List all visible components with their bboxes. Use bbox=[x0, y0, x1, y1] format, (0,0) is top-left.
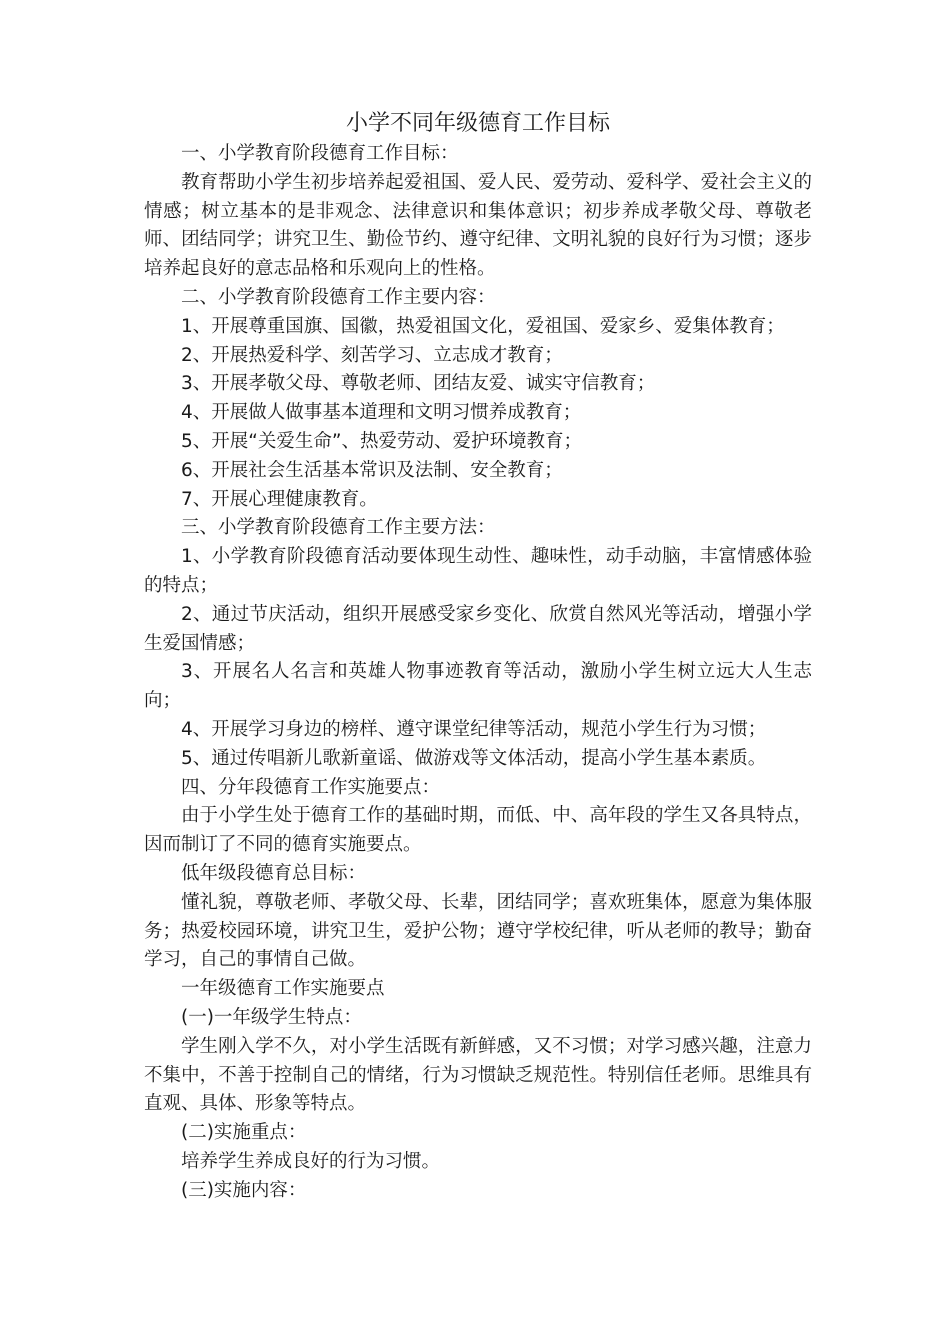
document-body bbox=[144, 108, 812, 1205]
paragraph-lower-grade-goal: 懂礼貌，尊敬老师、孝敬父母、长辈，团结同学；喜欢班集体，愿意为集体服务；热爱校园环境，讲究卫生，爱护公物；遵守学校纪律，听从老师的教导；勤奋学习，自己的事情自己做。 bbox=[144, 891, 812, 971]
heading-lower-grade-goal: 低年级段德育总目标： bbox=[181, 862, 367, 884]
paragraph-focus: 培养学生养成良好的行为习惯。 bbox=[181, 1150, 441, 1172]
paragraph-grade-one-traits: 学生刚入学不久，对小学生活既有新鲜感，又不习惯；对学习感兴趣，注意力不集中，不善于控制自己的情绪，行为习惯缺乏规范性。特别信任老师。思维具有直观、具体、形象等特点。 bbox=[144, 1035, 812, 1115]
list-item-content-5: 5、开展“关爱生命”、热爱劳动、爱护环境教育； bbox=[181, 430, 582, 452]
list-item-method-5: 5、通过传唱新儿歌新童谣、做游戏等文体活动，提高小学生基本素质。 bbox=[181, 747, 767, 769]
heading-section-4: 四、分年段德育工作实施要点： bbox=[181, 776, 441, 798]
heading-section-3: 三、小学教育阶段德育工作主要方法： bbox=[181, 517, 496, 539]
list-item-content-6: 6、开展社会生活基本常识及法制、安全教育； bbox=[181, 459, 563, 481]
list-item-method-3: 3、开展名人名言和英雄人物事迹教育等活动，激励小学生树立远大人生志向； bbox=[144, 661, 812, 712]
list-item-method-1: 1、小学教育阶段德育活动要体现生动性、趣味性，动手动脑，丰富情感体验的特点； bbox=[144, 546, 812, 596]
list-item-content-2: 2、开展热爱科学、刻苦学习、立志成才教育； bbox=[181, 344, 563, 366]
list-item-content-1: 1、开展尊重国旗、国徽，热爱祖国文化，爱祖国、爱家乡、爱集体教育； bbox=[181, 315, 785, 337]
list-item-content-7: 7、开展心理健康教育。 bbox=[181, 488, 378, 510]
heading-grade-one: 一年级德育工作实施要点 bbox=[181, 978, 385, 1000]
heading-focus: (二)实施重点： bbox=[181, 1122, 307, 1144]
heading-grade-one-traits: (一)一年级学生特点： bbox=[181, 1006, 362, 1028]
list-item-content-3: 3、开展孝敬父母、尊敬老师、团结友爱、诚实守信教育； bbox=[181, 373, 656, 395]
list-item-content-4: 4、开展做人做事基本道理和文明习惯养成教育； bbox=[181, 402, 582, 424]
list-item-method-2: 2、通过节庆活动，组织开展感受家乡变化、欣赏自然风光等活动，增强小学生爱国情感； bbox=[144, 603, 812, 654]
paragraph-stages-intro: 由于小学生处于德育工作的基础时期，而低、中、高年段的学生又各具特点，因而制订了不同的德育实施要点。 bbox=[144, 805, 812, 856]
heading-implementation: (三)实施内容： bbox=[181, 1179, 307, 1201]
paragraph-goal: 教育帮助小学生初步培养起爱祖国、爱人民、爱劳动、爱科学、爱社会主义的情感；树立基本的是非观念、法律意识和集体意识；初步养成孝敬父母、尊敬老师、团结同学；讲究卫生、勤俭节约、遵守纪律、文明礼貌的良好行为习惯；逐步培养起良好的意志品格和乐观向上的性格。 bbox=[144, 171, 812, 280]
document-title: 小学不同年级德育工作目标 bbox=[345, 111, 610, 136]
list-item-method-4: 4、开展学习身边的榜样、遵守课堂纪律等活动，规范小学生行为习惯； bbox=[181, 718, 767, 740]
heading-section-2: 二、小学教育阶段德育工作主要内容： bbox=[181, 286, 496, 308]
heading-section-1: 一、小学教育阶段德育工作目标： bbox=[181, 143, 459, 164]
